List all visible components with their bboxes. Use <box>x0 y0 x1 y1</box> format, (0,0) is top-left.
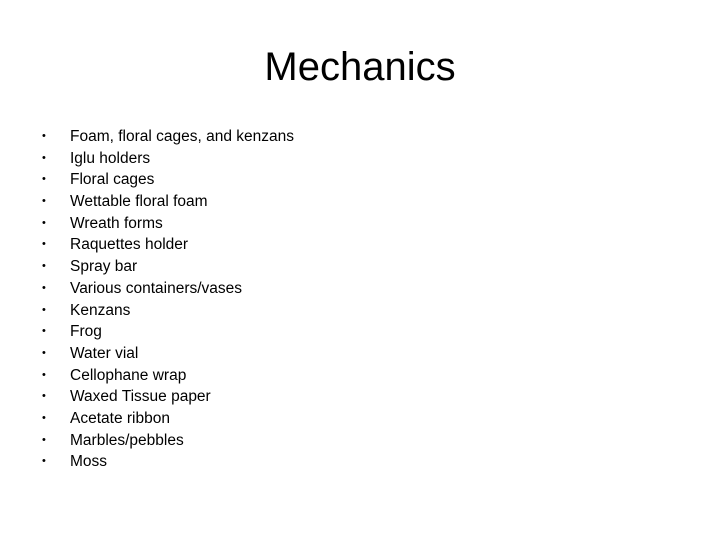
bullet-icon: • <box>42 390 46 403</box>
bullet-icon: • <box>42 368 46 381</box>
bullet-icon: • <box>42 325 46 338</box>
list-item-text: Cellophane wrap <box>70 366 187 384</box>
bullet-icon: • <box>42 346 46 359</box>
bullet-icon: • <box>42 130 46 142</box>
bullet-icon: • <box>42 173 46 186</box>
bullet-icon: • <box>42 281 46 294</box>
list-item-text: Various containers/vases <box>70 279 243 297</box>
list-item-text: Kenzans <box>70 301 131 319</box>
list-item-text: Acetate ribbon <box>70 409 170 427</box>
bullet-icon: • <box>42 303 46 316</box>
bullet-icon: • <box>42 216 46 229</box>
list-item-text: Foam, floral cages, and kenzans <box>70 128 295 145</box>
list-item-text: Wreath forms <box>70 214 163 232</box>
list-item-text: Waxed Tissue paper <box>70 388 211 406</box>
list-item-text: Spray bar <box>70 258 138 276</box>
bullet-icon: • <box>42 151 46 164</box>
list-item-text: Raquettes holder <box>70 236 189 254</box>
list-item-text: Water vial <box>70 344 139 362</box>
bullet-icon: • <box>42 411 46 424</box>
list-item-text: Wettable floral foam <box>70 193 208 211</box>
bullet-icon: • <box>42 455 46 468</box>
bullet-icon: • <box>42 260 46 273</box>
bullet-icon: • <box>42 195 46 208</box>
bullet-icon: • <box>42 238 46 251</box>
bullet-icon: • <box>42 433 46 446</box>
list-item-text: Marbles/pebbles <box>70 431 184 449</box>
list-item-text: Moss <box>70 453 108 471</box>
list-item-text: Iglu holders <box>70 149 151 167</box>
slide-title: Mechanics <box>264 45 456 89</box>
list-item-text: Frog <box>70 323 102 341</box>
list-item-text: Floral cages <box>70 171 155 189</box>
